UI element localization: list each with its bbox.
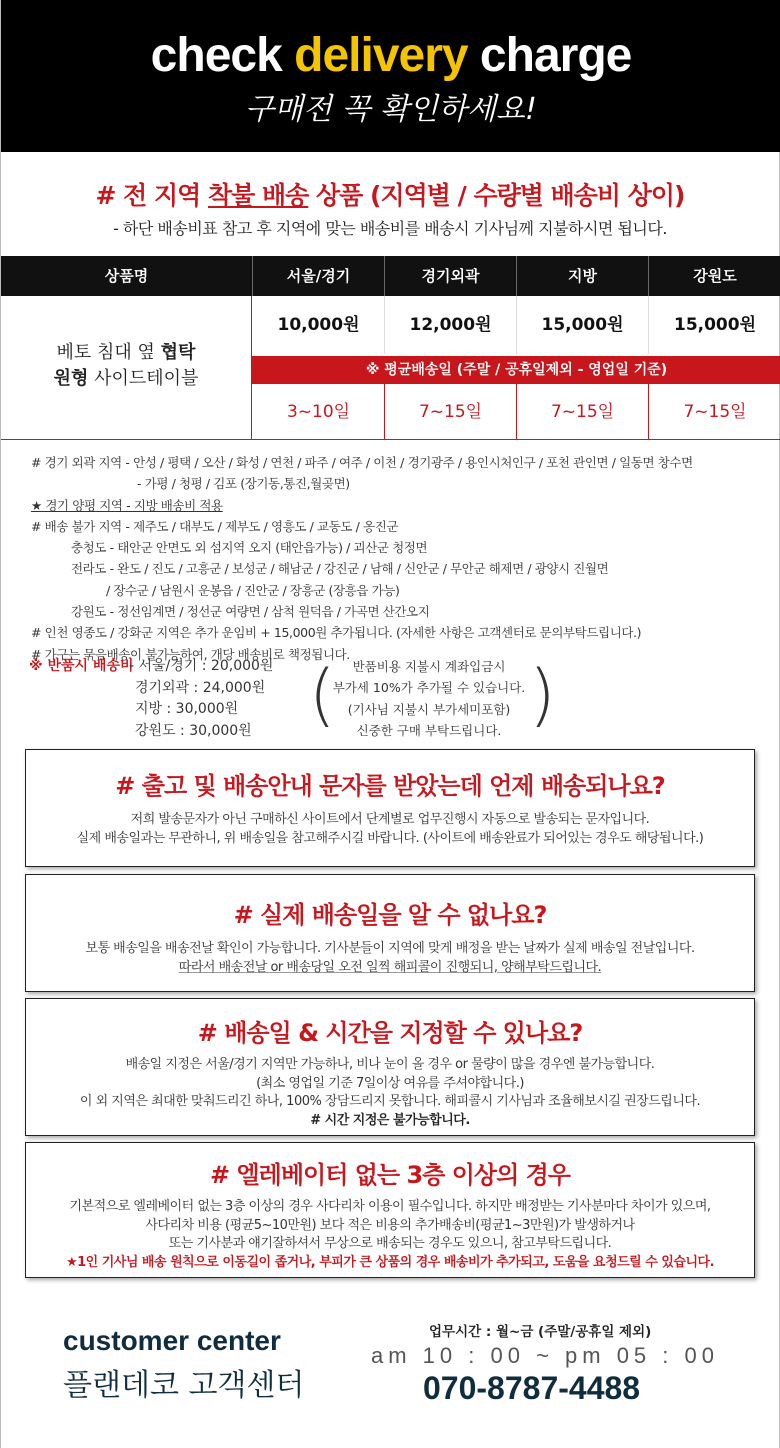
customer-center-title: customer center <box>63 1325 281 1356</box>
faq-box-delivery-date <box>25 874 755 992</box>
section-description: - 하단 배송비표 참고 후 지역에 맞는 배송비를 배송시 기사님께 지불하시면 됩니다. <box>113 219 667 238</box>
return-fee-item: 강원도 : 30,000원 <box>135 722 252 739</box>
return-fee-block <box>29 656 759 742</box>
note-star-text: ★ 경기 양평 지역 - 지방 배송비 적용 <box>31 497 223 513</box>
phone-number[interactable]: 070-8787-4488 <box>423 1370 641 1406</box>
header-seoul: 서울/경기 <box>286 267 351 285</box>
faq-body <box>26 1056 754 1130</box>
return-note-line: 부가세 10%가 추가될 수 있습니다. <box>332 680 526 696</box>
days-seoul: 3~10일 <box>286 402 351 422</box>
return-note-line: 반품비용 지불시 계좌입금시 <box>352 659 506 674</box>
region-notes <box>31 452 761 665</box>
close-paren-icon: ) <box>529 656 556 735</box>
faq-line: 따라서 배송전날 or 배송당일 오전 일찍 해피콜이 진행되니, 양해부탁드립니다. <box>178 959 602 975</box>
price-seoul: 10,000원 <box>277 315 360 335</box>
page-subtitle: 구매전 꼭 확인하세요! <box>245 92 537 127</box>
faq-line: (최소 영업일 기준 7일이상 여유를 주셔야합니다.) <box>256 1075 524 1091</box>
product-name-part: 베토 침대 옆 <box>56 342 161 363</box>
section-title-suffix: 상품 (지역별 / 수량별 배송비 상이) <box>308 181 685 210</box>
product-name-bold: 원형 <box>53 368 89 389</box>
header-banner <box>1 0 780 152</box>
note-line-star <box>31 495 761 516</box>
days-gangwon: 7~15일 <box>683 402 747 422</box>
open-paren-icon: ( <box>309 656 336 735</box>
customer-center-name: 플랜데코 고객센터 <box>63 1368 305 1403</box>
faq-body <box>26 940 754 977</box>
header-province: 지방 <box>568 267 597 285</box>
faq-box-schedule <box>25 998 755 1136</box>
product-name-bold: 협탁 <box>160 342 196 363</box>
section-title <box>1 176 779 212</box>
return-note-line: 신중한 구매 부탁드립니다. <box>356 722 502 738</box>
faq-body <box>26 1198 754 1272</box>
return-fee-note <box>329 656 529 741</box>
faq-title: # 실제 배송일을 알 수 없나요? <box>233 901 547 929</box>
faq-line: 이 외 지역은 최대한 맞춰드리긴 하나, 100% 장담드리지 못합니다. 해피콜시 기사님과 조율해보시길 권장드립니다. <box>79 1094 701 1109</box>
delivery-days-notice: ※ 평균배송일 (주말 / 공휴일제외 - 영업일 기준) <box>252 356 780 384</box>
faq-box-elevator <box>25 1142 755 1278</box>
faq-box-shipping-sms <box>25 749 755 867</box>
faq-line: 사다리차 비용 (평균5~10만원) 보다 적은 비용의 추가배송비(평균1~3만원)가 발생하거나 <box>145 1217 635 1233</box>
note-line: # 배송 불가 지역 - 제주도 / 대부도 / 제부도 / 영흥도 / 교동도 / 옹진군 <box>31 518 399 534</box>
faq-line-warning: ★1인 기사님 배송 원칙으로 이동길이 좁거나, 부피가 큰 상품의 경우 배송비가 추가되고, 도움을 요청드릴 수 있습니다. <box>65 1254 715 1270</box>
table-header-row <box>1 256 780 296</box>
faq-line: 또는 기사분과 얘기잘하셔서 무상으로 배송되는 경우도 있으니, 참고부탁드립니다. <box>168 1236 612 1251</box>
product-name-cell <box>1 296 252 440</box>
price-province: 15,000원 <box>541 315 624 335</box>
title-word-delivery: delivery <box>294 29 468 82</box>
section-title-prefix: # 전 지역 <box>95 181 209 210</box>
return-fee-item: 경기외곽 : 24,000원 <box>135 679 266 696</box>
page-title <box>1 28 780 83</box>
faq-title: # 출고 및 배송안내 문자를 받았는데 언제 배송되나요? <box>115 772 665 800</box>
faq-title: # 배송일 & 시간을 지정할 수 있나요? <box>197 1019 583 1047</box>
return-fee-item: - 서울/경기 : 20,000원 <box>129 658 274 674</box>
faq-line: 저희 발송문자가 아닌 구매하신 사이트에서 단계별로 업무진행시 자동으로 발송되는 문자입니다. <box>130 812 650 827</box>
return-fee-item: 지방 : 30,000원 <box>135 701 239 717</box>
faq-line: 실제 배송일과는 무관하니, 위 배송일을 참고해주시길 바랍니다. (사이트에 배송완료가 되어있는 경우도 해당됩니다.) <box>76 830 704 846</box>
note-line: # 경기 외곽 지역 - 안성 / 평택 / 오산 / 화성 / 연천 / 파주 / 여주 / 이천 / 경기광주 / 용인시처인구 / 포천 관인면 / 일동면 창수면 <box>31 455 693 470</box>
business-hours-label: 업무시간 : 월~금 (주말/공휴일 제외) <box>429 1324 652 1340</box>
return-note-line: (기사님 지불시 부가세미포함) <box>347 701 511 717</box>
price-gangwon: 15,000원 <box>673 315 757 335</box>
header-gyeonggi-outer: 경기외곽 <box>421 267 480 285</box>
title-word-charge: charge <box>479 29 632 82</box>
product-name-part: 사이드테이블 <box>88 368 199 389</box>
days-province: 7~15일 <box>550 402 615 422</box>
faq-line: 기본적으로 엘레베이터 없는 3층 이상의 경우 사다리차 이용이 필수입니다. 하지만 배정받는 기사분마다 차이가 있으며, <box>69 1199 711 1214</box>
faq-title: # 엘레베이터 없는 3층 이상의 경우 <box>210 1161 570 1189</box>
price-gyeonggi-outer: 12,000원 <box>409 315 492 335</box>
note-line: # 가구는 묶음배송이 불가능하여, 개당 배송비로 책정됩니다. <box>31 646 350 662</box>
note-line: / 장수군 / 남원시 운봉읍 / 진안군 / 장흥군 (장흥읍 가능) <box>106 582 400 598</box>
title-word-check: check <box>150 29 282 82</box>
delivery-fee-table <box>1 256 780 440</box>
business-hours: am 10 : 00 ~ pm 05 : 00 <box>371 1343 719 1368</box>
note-line: - 가평 / 청평 / 김포 (장기동,통진,월곶면) <box>137 476 350 492</box>
note-line: 충청도 - 태안군 안면도 외 섬지역 오지 (태안읍가능) / 괴산군 청정면 <box>71 540 428 556</box>
note-line: # 인천 영종도 / 강화군 지역은 추가 운임비 + 15,000원 추가됩니다. (자세한 사항은 고객센터로 문의부탁드립니다.) <box>31 625 642 641</box>
section-title-underlined: 착불 배송 <box>208 181 309 210</box>
faq-line-bold: # 시간 지정은 불가능합니다. <box>310 1112 470 1128</box>
faq-line: 배송일 지정은 서울/경기 지역만 가능하나, 비나 눈이 올 경우 or 물량이 많을 경우엔 불가능합니다. <box>125 1057 655 1072</box>
return-fee-label: ※ 반품시 배송비 <box>29 658 134 674</box>
return-fee-list <box>129 656 273 742</box>
header-gangwon: 강원도 <box>693 267 737 285</box>
faq-line: 보통 배송일을 배송전날 확인이 가능합니다. 기사분들이 지역에 맞게 배정을 받는 날짜가 실제 배송일 전날입니다. <box>85 941 695 956</box>
header-product: 상품명 <box>104 267 149 285</box>
days-gyeonggi-outer: 7~15일 <box>418 402 483 422</box>
faq-body <box>26 811 754 848</box>
note-line: 강원도 - 정선임계면 / 정선군 여량면 / 삼척 원덕읍 / 가곡면 산간오지 <box>71 604 430 620</box>
note-line: 전라도 - 완도 / 진도 / 고흥군 / 보성군 / 해남군 / 강진군 / 남해 / 신안군 / 무안군 해제면 / 광양시 진월면 <box>71 561 609 577</box>
